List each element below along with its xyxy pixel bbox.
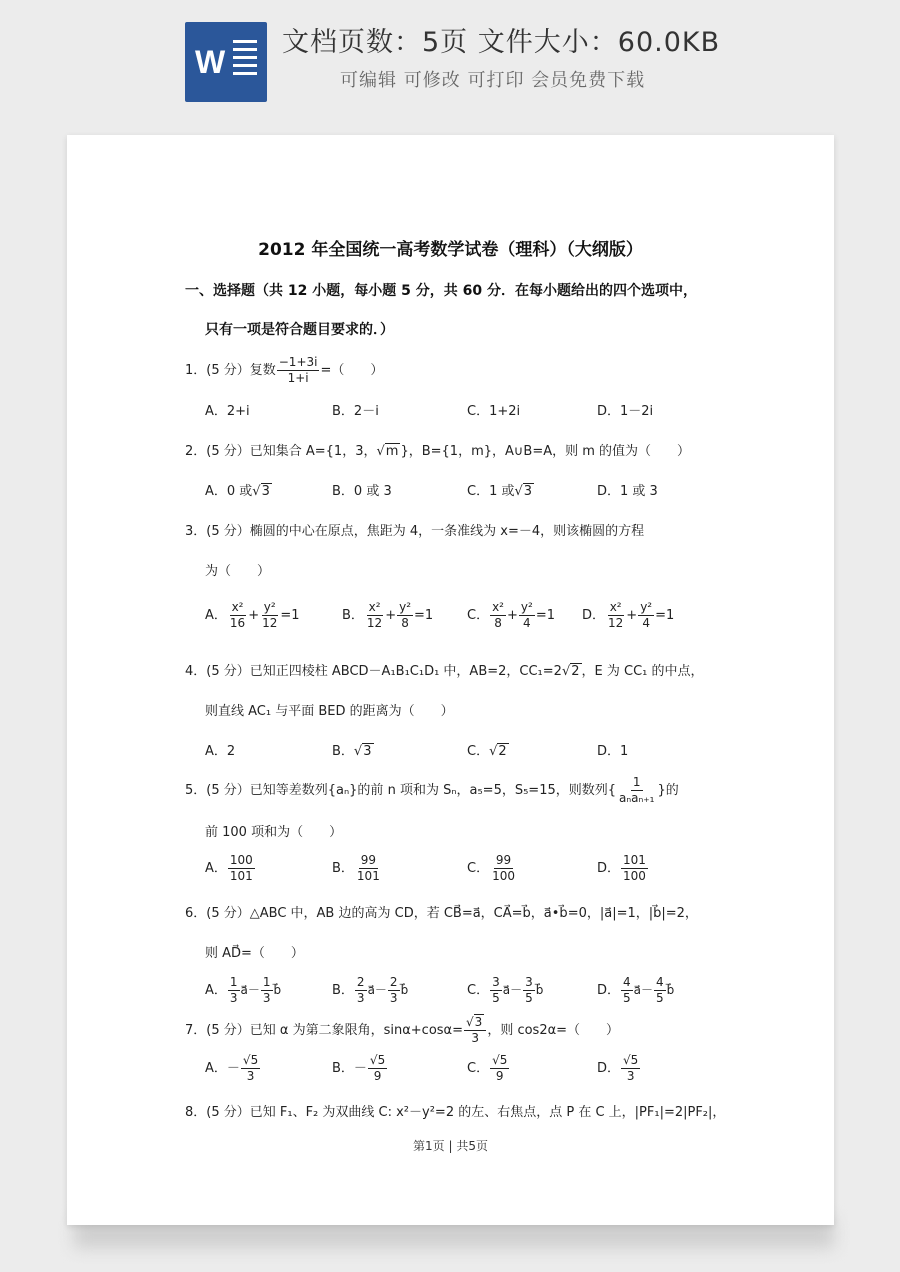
section-heading-line2: 只有一项是符合题目要求的．） [205, 322, 394, 338]
q3-a-num-1: x² [231, 600, 244, 614]
q3-d-num-1: x² [609, 600, 622, 614]
q6-b-den-2: 3 [389, 991, 398, 1005]
q7-d-radicand: 5 [630, 1053, 639, 1067]
q6-c-den-1: 5 [492, 991, 500, 1005]
q7-numerator: √3 [464, 1015, 486, 1031]
q5-d-num: 101 [623, 853, 646, 867]
q1-numerator: −1+3i [278, 355, 318, 369]
q3-c-frac-1 [490, 600, 506, 631]
q7-option-a [205, 1053, 261, 1084]
q3-c-den-2: 4 [523, 616, 531, 630]
q4-b-sqrt: √3 [353, 744, 372, 759]
q6-b-num-1: 2 [356, 975, 365, 989]
question-5-line-1: 5．(5 分）已知等差数列{aₙ}的前 n 项和为 Sₙ，a₅=5，S₅=15，则数列{ $\frac{1}{\text{aₙaₙ₊₁}}$ }的 [185, 775, 679, 805]
section-heading-line1: 一、选择题（共 12 小题，每小题 5 分，共 60 分．在每小题给出的四个选项中， [185, 283, 697, 299]
question-6-line-2: 则 AD⃗=（ ） [205, 946, 304, 961]
q3-b-num-2: y² [399, 600, 412, 614]
q5-d-den: 100 [623, 869, 646, 883]
q7-fraction [464, 1015, 486, 1046]
q7-d-frac [621, 1053, 640, 1084]
q6-d-den-2: 5 [656, 991, 664, 1005]
q3-c-num-1: x² [492, 600, 504, 614]
q6-a-den-2: 3 [262, 991, 271, 1005]
q6-c-frac-1 [490, 975, 502, 1006]
q7-c-prefix: C． [467, 1061, 490, 1076]
q6-option-b [332, 975, 408, 1006]
q3-a-prefix: A． [205, 608, 227, 623]
question-2 [185, 440, 690, 459]
q3-a-frac-1 [228, 600, 247, 631]
q4-option-d: D．1 [597, 744, 629, 759]
q4-radicand: 2 [571, 664, 580, 679]
q3-c-num-2: y² [520, 600, 533, 614]
exam-title: 2012 年全国统一高考数学试卷（理科）（大纲版） [258, 240, 643, 260]
q7-b-prefix: B．－ [332, 1061, 367, 1076]
q2-c-sqrt: √3 [514, 484, 533, 499]
q3-a-suffix: =1 [280, 608, 300, 623]
q6-a-prefix: A． [205, 983, 227, 998]
q5-a-den: 101 [229, 869, 253, 883]
q4-option-b [332, 740, 374, 759]
q5-c-num: 99 [495, 853, 512, 867]
q6-d-num-2: 4 [656, 975, 664, 989]
q7-a-prefix: A．－ [205, 1061, 240, 1076]
q6-a-num-2: 1 [262, 975, 271, 989]
q5-option-d [597, 853, 649, 884]
q5-c-prefix: C． [467, 861, 490, 876]
q6-option-d [597, 975, 674, 1006]
q7-a-radicand: 5 [250, 1053, 259, 1067]
q5-option-c [467, 853, 518, 884]
q5-option-b [332, 853, 383, 884]
q2-a-prefix: A．0 或 [205, 484, 253, 499]
q4-option-c [467, 740, 509, 759]
q6-a-mid: a⃗－ [240, 983, 260, 997]
q6-d-suffix: b⃗ [666, 983, 675, 997]
q1-option-c: C．1+2i [467, 404, 521, 419]
q7-a-num: √5 [242, 1053, 259, 1067]
q5-denominator: aₙaₙ₊₁ [619, 791, 655, 805]
q6-d-num-1: 4 [623, 975, 631, 989]
download-banner [0, 0, 900, 118]
q5-c-frac [490, 853, 517, 884]
q5-option-a [205, 853, 256, 884]
q4-option-a: A．2 [205, 744, 236, 759]
q2-a-sqrt: √3 [252, 484, 270, 499]
q7-option-b [332, 1053, 388, 1084]
question-3-line-2: 为（ ） [205, 564, 271, 579]
q4-text-1: 4．(5 分）已知正四棱柱 ABCD－A₁B₁C₁D₁ 中，AB=2，CC₁=2 [185, 664, 562, 679]
document-page [67, 135, 834, 1225]
q1-prefix: 1．(5 分）复数 [185, 363, 276, 378]
file-features-subtitle: 可编辑 可修改 可打印 会员免费下载 [340, 70, 646, 91]
q7-radicand: 3 [474, 1015, 483, 1029]
q2-a-radicand: 3 [261, 484, 270, 499]
q7-d-num: √5 [623, 1053, 639, 1067]
q6-d-frac-1 [621, 975, 633, 1006]
q3-option-c: C． $\frac{\text{x²}}{8}$ + $\frac{\text{y²}}{4}$ =1 [467, 600, 555, 630]
q7-c-den: 9 [495, 1069, 504, 1083]
q6-c-mid: a⃗－ [502, 983, 523, 997]
q5-c-den: 100 [492, 869, 515, 883]
q7-a-frac [241, 1053, 260, 1084]
q3-b-suffix: =1 [414, 608, 434, 623]
q7-d-den: 3 [626, 1069, 635, 1083]
q2-c-prefix: C．1 或 [467, 484, 515, 499]
q5-a-num: 100 [229, 853, 253, 867]
q6-option-c [467, 975, 543, 1006]
q3-b-frac-1 [365, 600, 384, 631]
file-info-title: 文档页数：5页 文件大小：60.0KB [282, 27, 721, 58]
q6-b-frac-1 [355, 975, 367, 1006]
question-7-line-1 [185, 1015, 619, 1046]
q2-option-d: D．1 或 3 [597, 484, 658, 499]
q5-b-prefix: B． [332, 861, 354, 876]
q6-d-prefix: D． [597, 983, 621, 998]
q6-c-num-1: 3 [492, 975, 500, 989]
q6-a-suffix: b⃗ [273, 983, 282, 997]
q2-option-c [467, 480, 534, 499]
q7-a-den: 3 [246, 1069, 255, 1083]
q1-denominator: 1+i [287, 371, 309, 385]
q3-b-den-1: 12 [366, 616, 383, 630]
q3-d-frac-2 [638, 600, 654, 631]
q6-a-num-1: 1 [229, 975, 238, 989]
q5-b-num: 99 [360, 853, 377, 867]
q2-text-1: 2．(5 分）已知集合 A={1，3， [185, 444, 377, 459]
q4-c-sqrt: √2 [489, 744, 507, 759]
q6-b-mid: a⃗－ [367, 983, 387, 997]
q2-c-radicand: 3 [523, 484, 533, 499]
q7-text-1: 7．(5 分）已知 α 为第二象限角，sinα+cosα= [185, 1023, 464, 1038]
word-document-icon [185, 22, 267, 102]
q3-c-prefix: C． [467, 608, 490, 623]
q4-b-prefix: B． [332, 744, 354, 759]
question-4-line-1 [185, 660, 704, 679]
q6-c-num-2: 3 [525, 975, 533, 989]
q1-option-d: D．1－2i [597, 404, 654, 419]
q3-d-den-1: 12 [608, 616, 624, 630]
q5-d-prefix: D． [597, 861, 621, 876]
q5-numerator: 1 [632, 775, 641, 789]
q7-option-c [467, 1053, 510, 1084]
question-5-line-2: 前 100 项和为（ ） [205, 825, 343, 840]
q3-d-den-2: 4 [642, 616, 650, 630]
q2-option-a [205, 480, 272, 499]
q7-sqrt [474, 1015, 485, 1030]
q3-a-den-1: 16 [229, 616, 246, 630]
q6-a-den-1: 3 [229, 991, 238, 1005]
q5-text-2: 的 [665, 783, 679, 798]
q7-c-num: √5 [492, 1053, 508, 1067]
question-1 [185, 355, 383, 386]
q6-d-den-1: 5 [623, 991, 631, 1005]
question-8-line-1: 8．(5 分）已知 F₁、F₂ 为双曲线 C: x²－y²=2 的左、右焦点，点 P 在 C 上，|PF₁|=2|PF₂|， [185, 1105, 726, 1120]
q3-b-prefix: B． [342, 608, 364, 623]
q7-c-radicand: 5 [499, 1053, 508, 1067]
q2-option-b: B．0 或 3 [332, 484, 392, 499]
q3-c-frac-2 [519, 600, 535, 631]
q6-d-frac-2 [654, 975, 666, 1006]
q3-option-d: D． $\frac{\text{x²}}{12}$ + $\frac{\text{y²}}{4}$ =1 [582, 600, 675, 630]
word-letter: W [195, 44, 226, 80]
q1-option-b: B．2－i [332, 404, 379, 419]
q4-c-prefix: C． [467, 744, 490, 759]
q7-b-radicand: 5 [377, 1053, 386, 1067]
q7-b-den: 9 [373, 1069, 382, 1083]
q2-radicand: m [385, 444, 399, 459]
q5-b-den: 101 [356, 869, 380, 883]
q3-b-frac-2 [397, 600, 413, 631]
q4-sqrt: √2 [561, 664, 580, 679]
q6-a-frac-1 [228, 975, 240, 1006]
q4-c-radicand: 2 [498, 744, 507, 759]
q3-option-b: B． $\frac{\text{x²}}{12}$ + $\frac{\text{y²}}{8}$ =1 [342, 600, 434, 630]
q1-fraction [277, 355, 320, 386]
q5-a-prefix: A． [205, 861, 227, 876]
q3-d-suffix: =1 [655, 608, 675, 623]
page-footer: 第1页 | 共5页 [413, 1139, 488, 1153]
q6-c-suffix: b⃗ [535, 983, 544, 997]
q3-d-prefix: D． [582, 608, 606, 623]
q3-b-num-1: x² [368, 600, 381, 614]
q7-option-d [597, 1053, 641, 1084]
q3-c-den-1: 8 [494, 616, 502, 630]
q5-a-frac [228, 853, 255, 884]
q3-d-frac-1 [606, 600, 625, 631]
q4-text-2: ，E 为 CC₁ 的中点， [581, 664, 704, 679]
q7-denominator: 3 [471, 1031, 479, 1045]
q5-text-1: 5．(5 分）已知等差数列{aₙ}的前 n 项和为 Sₙ，a₅=5，S₅=15，则数列 [185, 783, 608, 798]
q3-c-suffix: =1 [535, 608, 555, 623]
q6-a-frac-2 [261, 975, 273, 1006]
q7-c-frac [490, 1053, 509, 1084]
q3-d-num-2: y² [640, 600, 653, 614]
q3-a-num-2: y² [263, 600, 276, 614]
q2-sqrt: √m [376, 444, 399, 459]
q7-d-prefix: D． [597, 1061, 621, 1076]
q6-d-mid: a⃗－ [633, 983, 654, 997]
question-4-line-2: 则直线 AC₁ 与平面 BED 的距离为（ ） [205, 704, 454, 719]
question-6-line-1: 6．(5 分）△ABC 中，AB 边的高为 CD，若 CB⃗=a⃗，CA⃗=b⃗，a⃗•b⃗=0，|a⃗|=1，|b⃗|=2， [185, 906, 698, 921]
q6-option-a [205, 975, 281, 1006]
q7-b-num: √5 [369, 1053, 386, 1067]
q1-option-a: A．2+i [205, 404, 250, 419]
q6-c-den-2: 5 [525, 991, 533, 1005]
q6-c-frac-2 [523, 975, 535, 1006]
q2-text-2: }，B={1，m}，A∪B=A，则 m 的值为（ ） [400, 444, 691, 459]
q3-b-den-2: 8 [401, 616, 409, 630]
q5-b-frac [355, 853, 382, 884]
q6-b-num-2: 2 [389, 975, 398, 989]
q6-b-suffix: b⃗ [400, 983, 409, 997]
q5-d-frac [621, 853, 648, 884]
document-lines-icon [233, 40, 257, 80]
q6-b-frac-2 [388, 975, 400, 1006]
question-3-line-1: 3．(5 分）椭圆的中心在原点，焦距为 4，一条准线为 x=－4，则该椭圆的方程 [185, 524, 645, 539]
q6-b-prefix: B． [332, 983, 354, 998]
q3-a-frac-2 [260, 600, 279, 631]
q5-fraction [617, 775, 656, 806]
q1-suffix: =（ ） [320, 363, 384, 378]
q6-b-den-1: 3 [356, 991, 365, 1005]
q7-text-2: ，则 cos2α=（ ） [487, 1023, 620, 1038]
q7-b-frac [368, 1053, 387, 1084]
q4-b-radicand: 3 [363, 744, 372, 759]
q3-a-den-2: 12 [262, 616, 278, 630]
q3-option-a: A． $\frac{\text{x²}}{16}$ + $\frac{\text{y²}}{12}$ =1 [205, 600, 300, 630]
q6-c-prefix: C． [467, 983, 490, 998]
